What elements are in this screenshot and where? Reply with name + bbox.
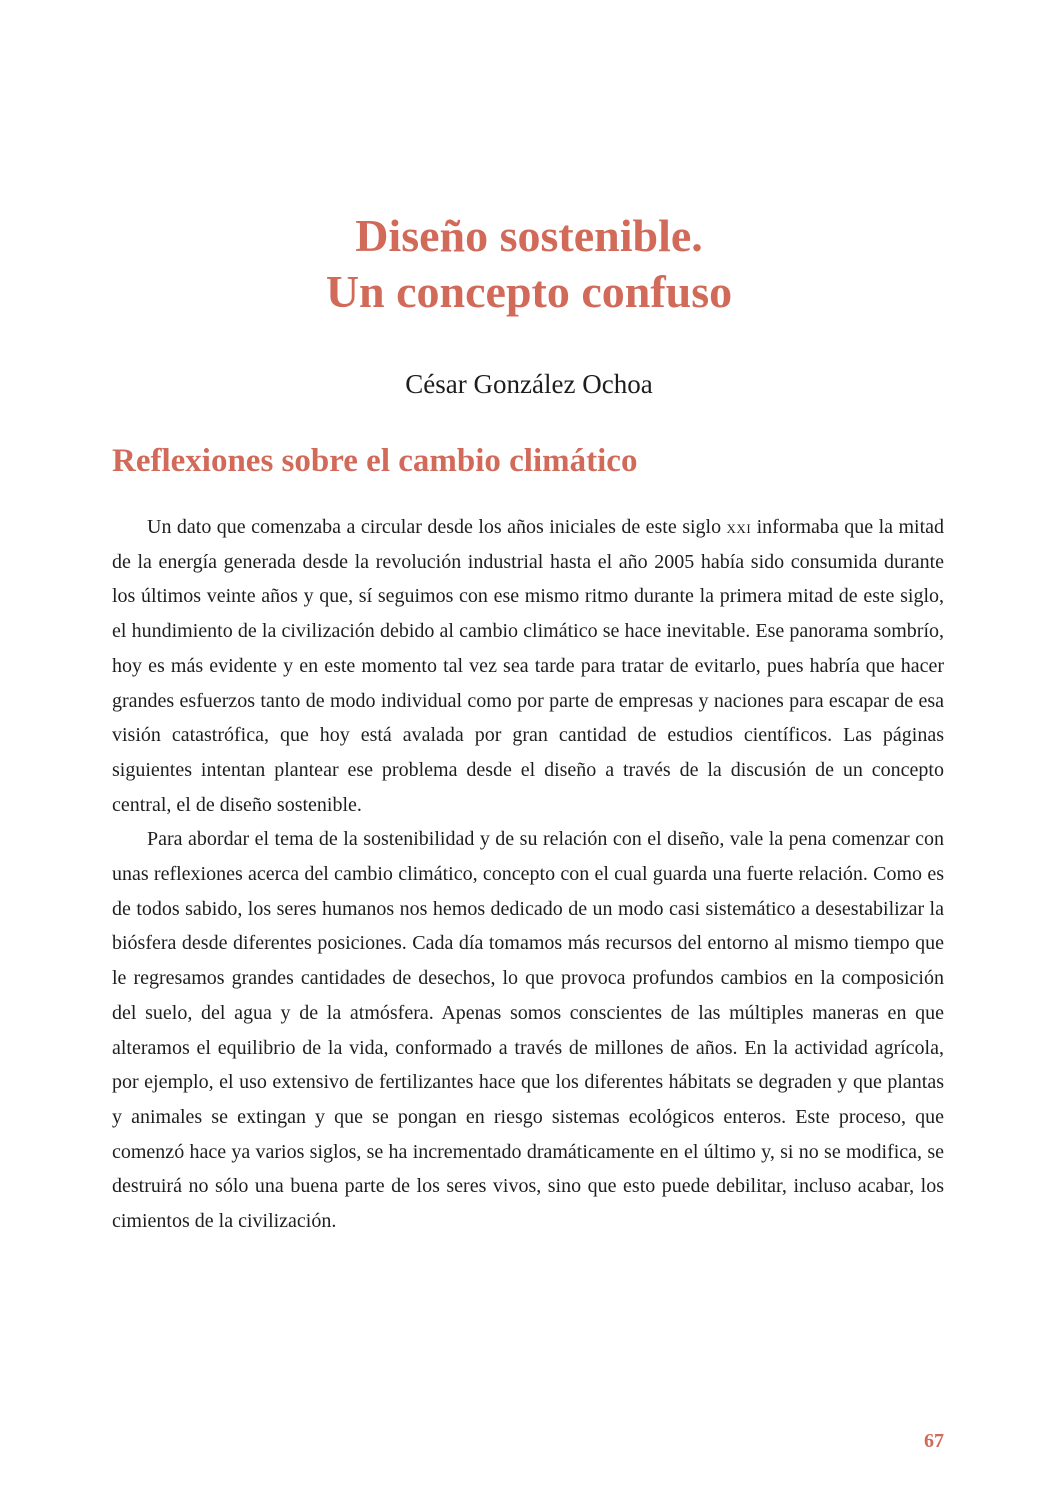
author-name: César González Ochoa [405, 369, 653, 399]
body-text [112, 510, 944, 1239]
paragraph-1-rest: informaba que la mitad de la energía generada desde la revolución industrial hasta el año 2005 había sido consumida durante los últimos veinte años y que, sí seguimos con ese mismo ritmo durante la primera mitad de este siglo, el hundimiento de la civilización debido al cambio climático se hace inevitable. Ese panorama sombrío, hoy es más evidente y en este momento tal vez sea tarde para tratar de evitarlo, pues habría que hacer grandes esfuerzos tanto de modo individual como por parte de empresas y naciones para escapar de esa visión catastrófica, que hoy está avalada por gran cantidad de estudios científicos. Las páginas siguientes intentan plantear ese problema desde el diseño a través de la discusión de un concepto central, el de diseño sostenible. [112, 516, 945, 816]
paragraph-2: Para abordar el tema de la sostenibilidad y de su relación con el diseño, vale la pena comenzar con unas reflexiones acerca del cambio climático, concepto con el cual guarda una fuerte relación. Como es de todos sabido, los seres humanos nos hemos dedicado de un modo casi sistemático a desestabilizar la biósfera desde diferentes posiciones. Cada día tomamos más recursos del entorno al mismo tiempo que le regresamos grandes cantidades de desechos, lo que provoca profundos cambios en la composición del suelo, del agua y de la atmósfera. Apenas somos conscientes de las múltiples maneras en que alteramos el equilibrio de la vida, conformado a través de millones de años. En la actividad agrícola, por ejemplo, el uso extensivo de fertilizantes hace que los diferentes hábitats se degraden y que plantas y animales se extingan y que se pongan en riesgo sistemas ecológicos enteros. Este proceso, que comenzó hace ya varios siglos, se ha incrementado dramáticamente en el último y, si no se modifica, se destruirá no sólo una buena parte de los seres vivos, sino que esto puede debilitar, incluso acabar, los cimientos de la civilización. [112, 828, 944, 1233]
century-numeral: xxi [726, 517, 752, 537]
section-heading: Reflexiones sobre el cambio climático [112, 443, 638, 479]
page-number: 67 [924, 1430, 944, 1452]
chapter-title-line-2: Un concepto confuso [325, 266, 733, 317]
paragraph-1 [112, 510, 944, 822]
paragraph-1-start: Un dato que comenzaba a circular desde los años iniciales de este siglo [147, 516, 727, 538]
chapter-title-line-1: Diseño sostenible. [355, 210, 703, 261]
chapter-title [0, 208, 1058, 320]
